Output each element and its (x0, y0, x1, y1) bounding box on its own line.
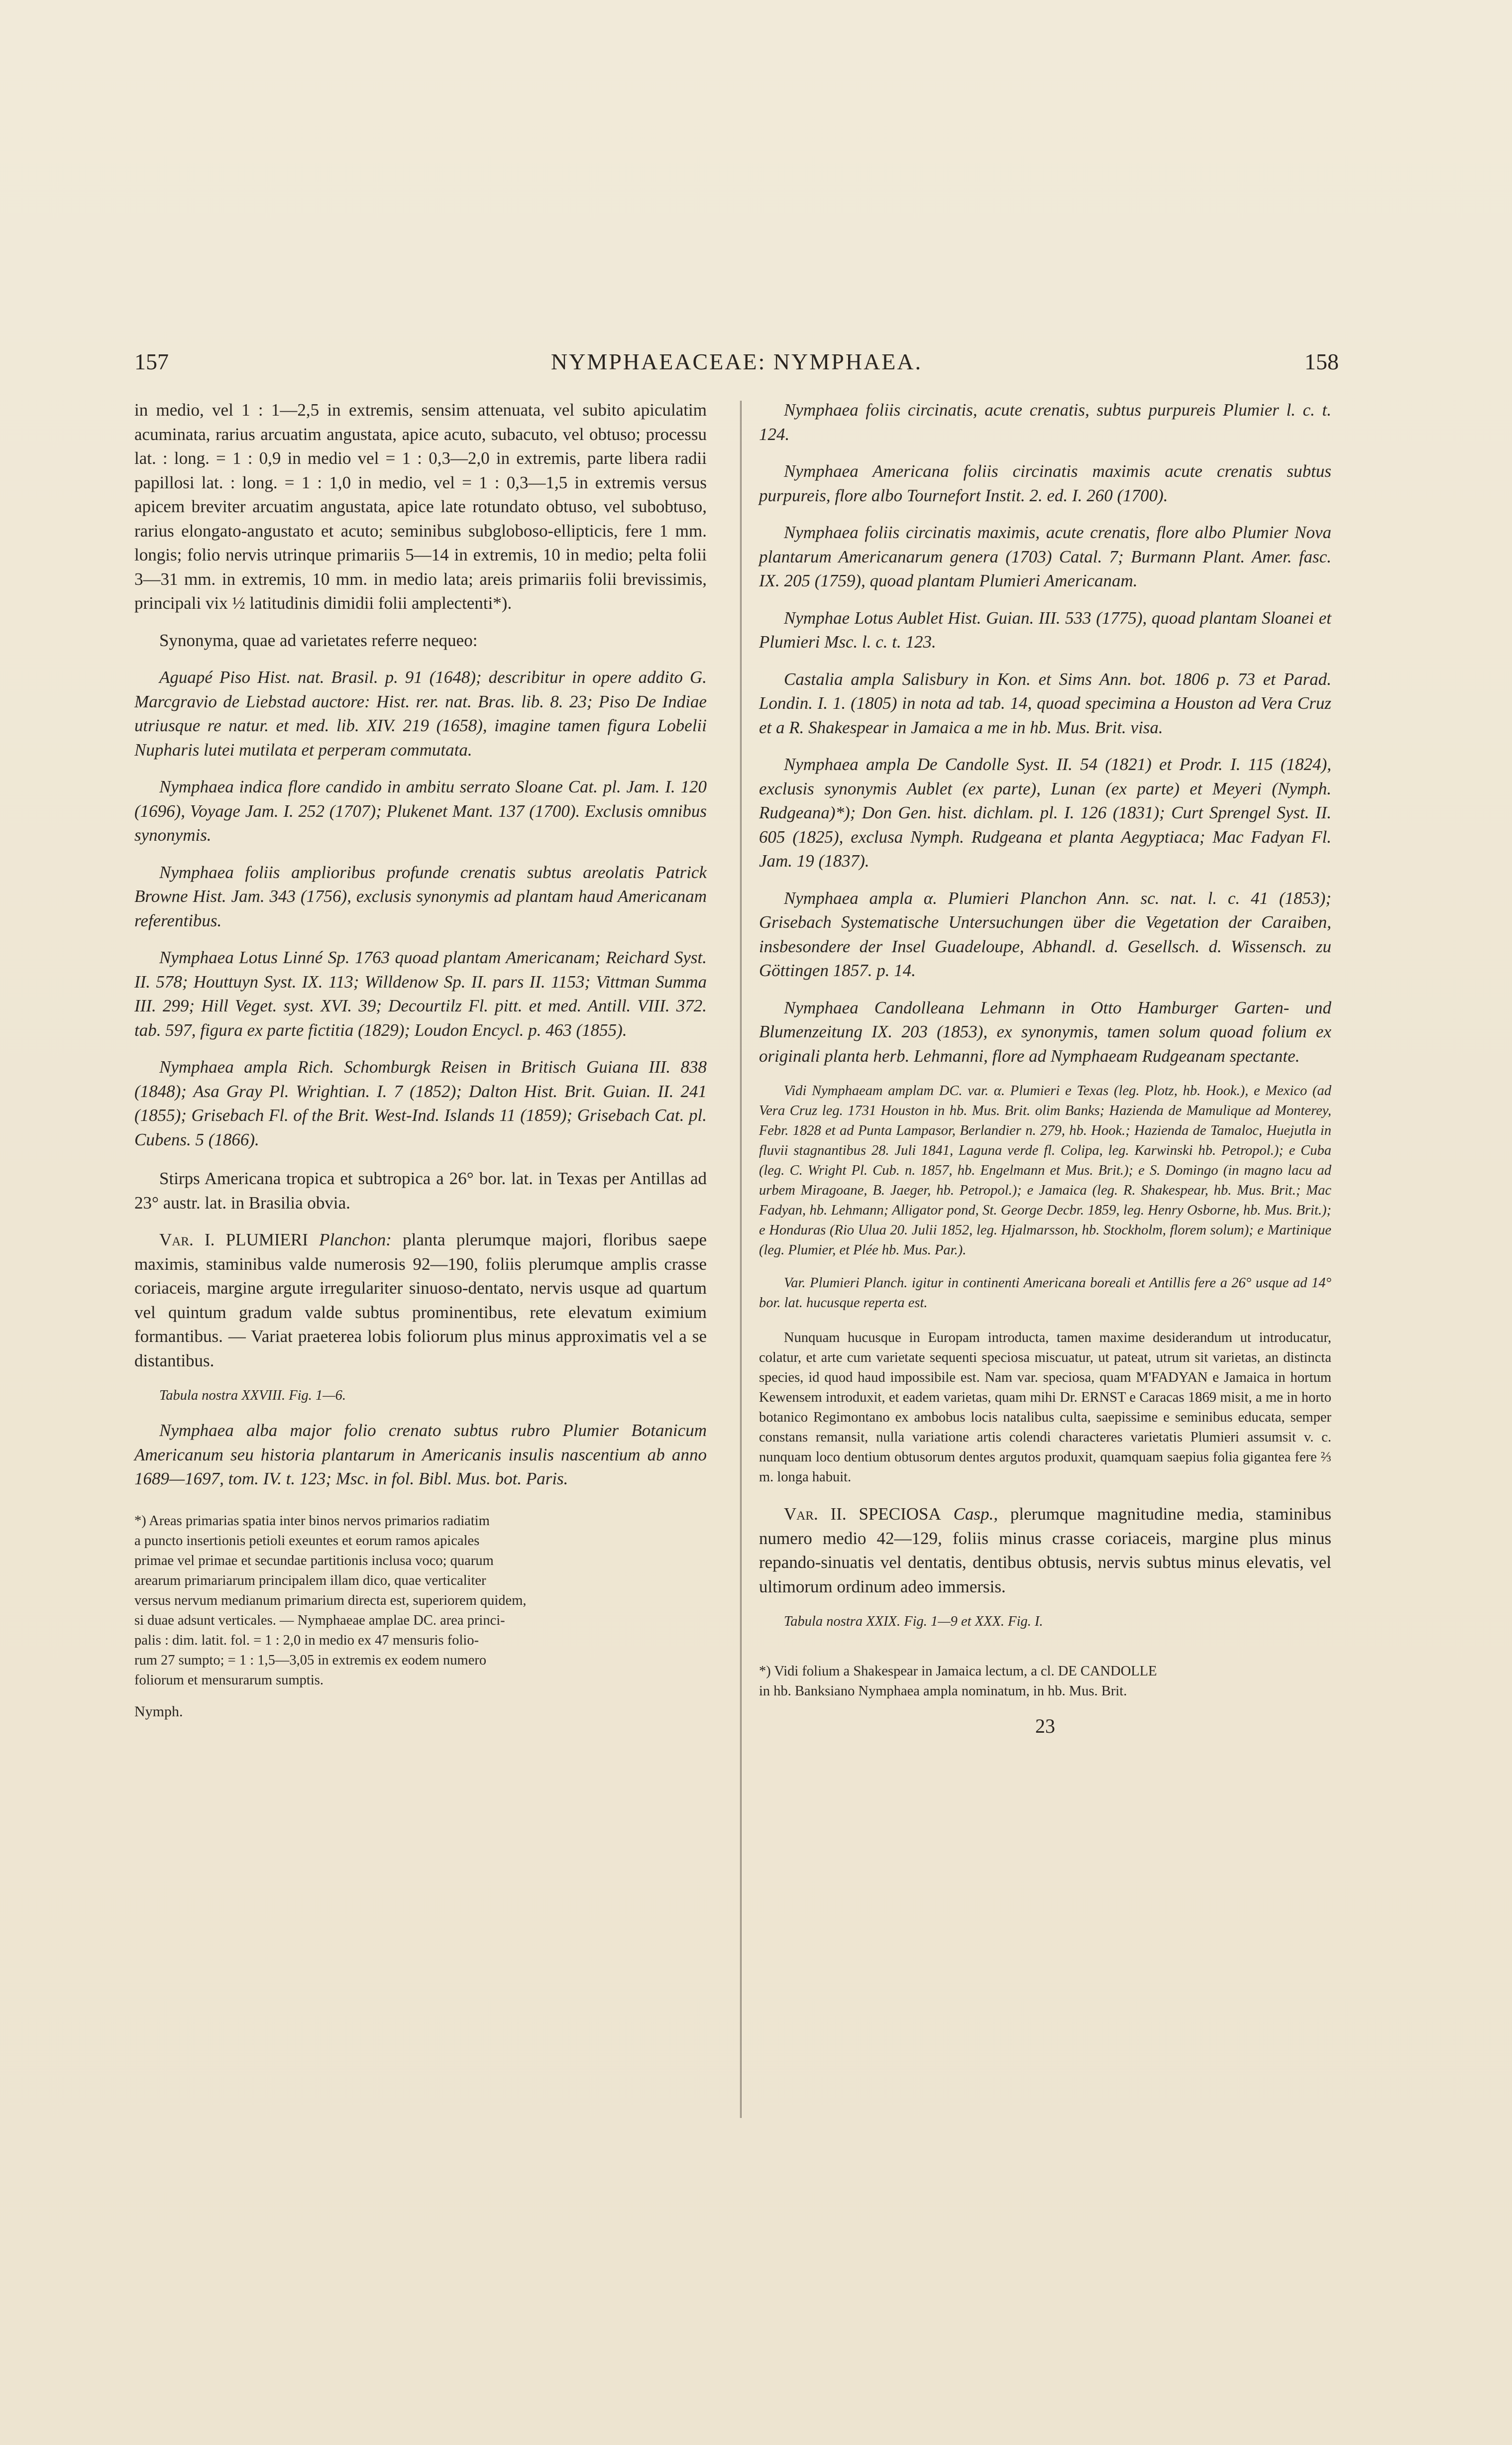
synonym-entry: Nymphaea foliis circinatis, acute crenatis, subtus purpureis Plumier l. c. t. 124. (759, 400, 1331, 444)
footnote-line: a puncto insertionis petioli exeuntes et eorum ramos apicales (134, 1533, 480, 1549)
footnote-line: primae vel primae et secundae partitionis inclusa voco; quarum (134, 1553, 494, 1568)
plate-reference: Tabula nostra XXIX. Fig. 1—9 et XXX. Fig. I. (784, 1614, 1043, 1629)
footnote-line: rum 27 sumpto; = 1 : 1,5—3,05 in extremis ex eodem numero (134, 1652, 487, 1668)
signature-mark: Nymph. (134, 1703, 183, 1720)
synonym-entry: Nymphaea foliis circinatis maximis, acute crenatis, flore albo Plumier Nova plantarum Americanarum genera (1703) Catal. 7; Burmann Plant. Amer. fasc. IX. 205 (1759), quoad plantam Plumieri Americanam. (759, 523, 1331, 590)
sheet-signature: 23 (1035, 1715, 1055, 1737)
synonym-entry: Nymphae Lotus Aublet Hist. Guian. III. 533 (1775), quoad plantam Sloanei et Plumieri Msc. l. c. t. 123. (759, 608, 1331, 652)
footnote-line: foliorum et mensurarum sumptis. (134, 1672, 324, 1688)
footnote (759, 1662, 1331, 1701)
distribution-note: Var. Plumieri Planch. igitur in continenti Americana boreali et Antillis fere a 26° usque ad 14° bor. lat. hucusque reperta est. (759, 1275, 1331, 1311)
footnote-line: in hb. Banksiano Nymphaea ampla nominatum, in hb. Mus. Brit. (759, 1683, 1127, 1699)
variety-2-label: Var. II. SPECIOSA (784, 1504, 941, 1524)
footnote-text (759, 1662, 1331, 1701)
synonym-entry: Nymphaea Americana foliis circinatis maximis acute crenatis subtus purpureis, flore albo Tournefort Instit. 2. ed. I. 260 (1700). (759, 461, 1331, 505)
footnote-line: si duae adsunt verticales. — Nymphaeae amplae DC. area princi- (134, 1612, 505, 1628)
page-title: NYMPHAEACEAE: NYMPHAEA. (550, 349, 923, 374)
running-header (134, 348, 1339, 383)
footnote-line: *) Areas primarias spatia inter binos nervos primarios radiatim (134, 1513, 490, 1529)
variety-1-author: Planchon: (319, 1230, 392, 1249)
synonym-entry: Nymphaea ampla α. Plumieri Planchon Ann. sc. nat. l. c. 41 (1853); Grisebach Systematische Untersuchungen über die Vegetation der Caraiben, insbesondere der Insel Guadeloupe, Abhandl. d. Gesellsch. d. Wissensch. zu Göttingen 1857. p. 14. (759, 888, 1331, 980)
specimens-seen: Vidi Nymphaeam amplam DC. var. α. Plumieri e Texas (leg. Plotz, hb. Hook.), e Mexico (ad Vera Cruz leg. 1731 Houston in hb. Mus. Brit. olim Banks; Hazienda de Mamulique ad Monterey, Febr. 1828 et ad Punta Lampasor, Berlandier n. 279, hb. Hook.; Hazienda de Tamaloc, Huejutla in fluvii stagnantibus 28. Juli 1841, Laguna verde fl. Colipa, leg. Karwinski hb. Petropol.); e Cuba (leg. C. Wright Pl. Cub. n. 1857, hb. Engelmann et Mus. Brit.); e S. Domingo (in magno lacu ad urbem Miragoane, B. Jaeger, hb. Petropol.); e Jamaica (leg. R. Shakespear, hb. Mus. Brit.; Mac Fadyan, hb. Lehmann; Alligator pond, St. George Decbr. 1859, leg. Henry Osborne, hb. Mus. Brit.); e Honduras (Rio Ulua 20. Julii 1852, leg. Hjalmarsson, hb. Stockholm, florem solum); e Martinique (leg. Plumier, et Plée hb. Mus. Par.). (759, 1083, 1331, 1258)
footnote-text (134, 1511, 707, 1690)
cultivation-paragraph: Nunquam hucusque in Europam introducta, tamen maxime desiderandum ut introducatur, colatur, et arte cum varietate sequenti speciosa miscuatur, ut pateat, utrum sit varietas, an distincta species, id quod haud impossibile est. Nam var. speciosa, quam M'FADYAN e Jamaica in hortum Kewensem introduxit, et eadem varietas, quam mihi Dr. ERNST e Caracas 1869 misit, a me in horto botanico Regimontano ex ambobus locis natalibus culta, saepissime e seminibus educata, semper constans remansit, nulla variatione artis colendi characteres varietatis Plumieri assumsit v. c. nunquam loco dentium obtusorum dentes argutos produxit, quamquam saepius folia gigantea fere ⅔ m. longa habuit. (759, 1330, 1331, 1485)
variety-1-text: planta plerumque majori, floribus saepe maximis, staminibus valde numerosis 92—190, foliis plerumque amplis crasse coriaceis, margine argute irregulariter sinuoso-dentato, nervis usque ad quartum vel quintum gradum valde subtus prominentibus, rete elevatum eximium formantibus. — Variat praeterea lobis foliorum plus minus approximatis vel a se distantibus. (134, 1230, 707, 1370)
distribution-paragraph: Stirps Americana tropica et subtropica a 26° bor. lat. in Texas per Antillas ad 23° austr. lat. in Brasilia obvia. (134, 1169, 707, 1213)
variety-2-paragraph (759, 1502, 1331, 1599)
variety-1-paragraph (134, 1228, 707, 1373)
footnote-line: arearum primariarum principalem illam dico, quae verticaliter (134, 1572, 486, 1588)
synonym-entry: Aguapé Piso Hist. nat. Brasil. p. 91 (1648); describitur in opere addito G. Marcgravio de Liebstad auctore: Hist. rer. nat. Bras. lib. 8. 23; Piso De Indiae utriusque re natur. et med. lib. XIV. 219 (1658), imagine tamen figura Lobelii Nupharis lutei mutilata et perperam commutata. (134, 667, 707, 760)
footnote-line: palis : dim. latit. fol. = 1 : 2,0 in medio ex 47 mensuris folio- (134, 1632, 479, 1648)
plate-reference: Tabula nostra XXVIII. Fig. 1—6. (159, 1388, 346, 1403)
description-paragraph: in medio, vel 1 : 1—2,5 in extremis, sensim attenuata, vel subito apiculatim acuminata, rarius arcuatim angustata, apice acuto, subacuto, vel obtuso; processu lat. : long. = 1 : 0,9 in medio vel = 1 : 0,3—2,0 in extremis, parte libera radii papillosi lat. : long. = 1 : 1,0 in medio, vel = 1 : 0,3—1,5 in extremis versus apicem breviter arcuatim angustata, apice late rotundato obtuso, vel subobtuso, rarius elongato-angustato et acuto; seminibus subgloboso-ellipticis, fere 1 mm. longis; folio nervis utrinque primariis 5—14 in extremis, 10 in medio; pelta folii 3—31 mm. in extremis, 10 mm. in medio lata; areis primariis folii brevissimis, principali vix ½ latitudinis dimidii folii amplectenti*). (134, 400, 707, 613)
variety-1-label: Var. I. PLUMIERI (159, 1230, 308, 1249)
page-number-left: 157 (134, 349, 169, 374)
page-number-right: 158 (1304, 349, 1339, 374)
variety-1-synonym: Nymphaea alba major folio crenato subtus rubro Plumier Botanicum Americanum seu historia plantarum in Americanis insulis nascentium ab anno 1689—1697, tom. IV. t. 123; Msc. in fol. Bibl. Mus. bot. Paris. (134, 1421, 707, 1488)
synonym-entry: Nymphaea Candolleana Lehmann in Otto Hamburger Garten- und Blumenzeitung IX. 203 (1853), ex synonymis, tamen solum quoad folium ex originali planta herb. Lehmanni, flore ad Nymphaeam Rudgeanam spectante. (759, 998, 1331, 1066)
synonym-entry: Castalia ampla Salisbury in Kon. et Sims Ann. bot. 1806 p. 73 et Parad. Londin. I. 1. (1805) in nota ad tab. 14, quoad specimina a Houston ad Vera Cruz et a R. Shakespear in Jamaica a me in hb. Mus. Brit. visa. (759, 669, 1331, 737)
synonyma-heading: Synonyma, quae ad varietates referre nequeo: (159, 630, 478, 650)
column-divider (740, 401, 742, 2118)
synonym-entry: Nymphaea indica flore candido in ambitu serrato Sloane Cat. pl. Jam. I. 120 (1696), Voyage Jam. I. 252 (1707); Plukenet Mant. 137 (1700). Exclusis omnibus synonymis. (134, 777, 707, 845)
footnote-line: *) Vidi folium a Shakespear in Jamaica lectum, a cl. DE CANDOLLE (759, 1664, 1157, 1679)
left-column (134, 398, 707, 1720)
synonym-entry: Nymphaea Lotus Linné Sp. 1763 quoad plantam Americanam; Reichard Syst. II. 578; Houttuyn Syst. IX. 113; Willdenow Sp. II. pars II. 1153; Vittman Summa III. 299; Hill Veget. syst. XVI. 39; Decourtilz Fl. pitt. et med. Antill. VIII. 372. tab. 597, figura ex parte fictitia (1829); Loudon Encycl. p. 463 (1855). (134, 948, 707, 1040)
variety-2-author: Casp., (953, 1504, 998, 1524)
variety-2-text: plerumque magnitudine media, staminibus numero medio 42—129, foliis minus crasse coriaceis, margine plus minus repando-sinuatis vel dentatis, dentibus obtusis, nervis subtus minus elevatis, vel ultimorum ordinum adeo immersis. (759, 1504, 1331, 1596)
right-column (759, 398, 1331, 1738)
synonym-entry: Nymphaea ampla Rich. Schomburgk Reisen in Britisch Guiana III. 838 (1848); Asa Gray Pl. Wrightian. I. 7 (1852); Dalton Hist. Brit. Guian. II. 241 (1855); Grisebach Fl. of the Brit. West-Ind. Islands 11 (1859); Grisebach Cat. pl. Cubens. 5 (1866). (134, 1057, 707, 1149)
synonym-entry: Nymphaea foliis amplioribus profunde crenatis subtus areolatis Patrick Browne Hist. Jam. 343 (1756), exclusis synonymis ad plantam haud Americanam referentibus. (134, 862, 707, 930)
footnote (134, 1511, 707, 1690)
footnote-line: versus nervum medianum primarium directa est, superiorem quidem, (134, 1592, 527, 1608)
synonym-entry: Nymphaea ampla De Candolle Syst. II. 54 (1821) et Prodr. I. 115 (1824), exclusis synonymis Aublet (ex parte), Lunan (ex parte) et Meyeri (Nymph. Rudgeana)*); Don Gen. hist. dichlam. pl. I. 126 (1831); Curt Sprengel Syst. II. 605 (1825), exclusa Nymph. Rudgeana et planta Aegyptiaca; Mac Fadyan Fl. Jam. 19 (1837). (759, 755, 1331, 871)
